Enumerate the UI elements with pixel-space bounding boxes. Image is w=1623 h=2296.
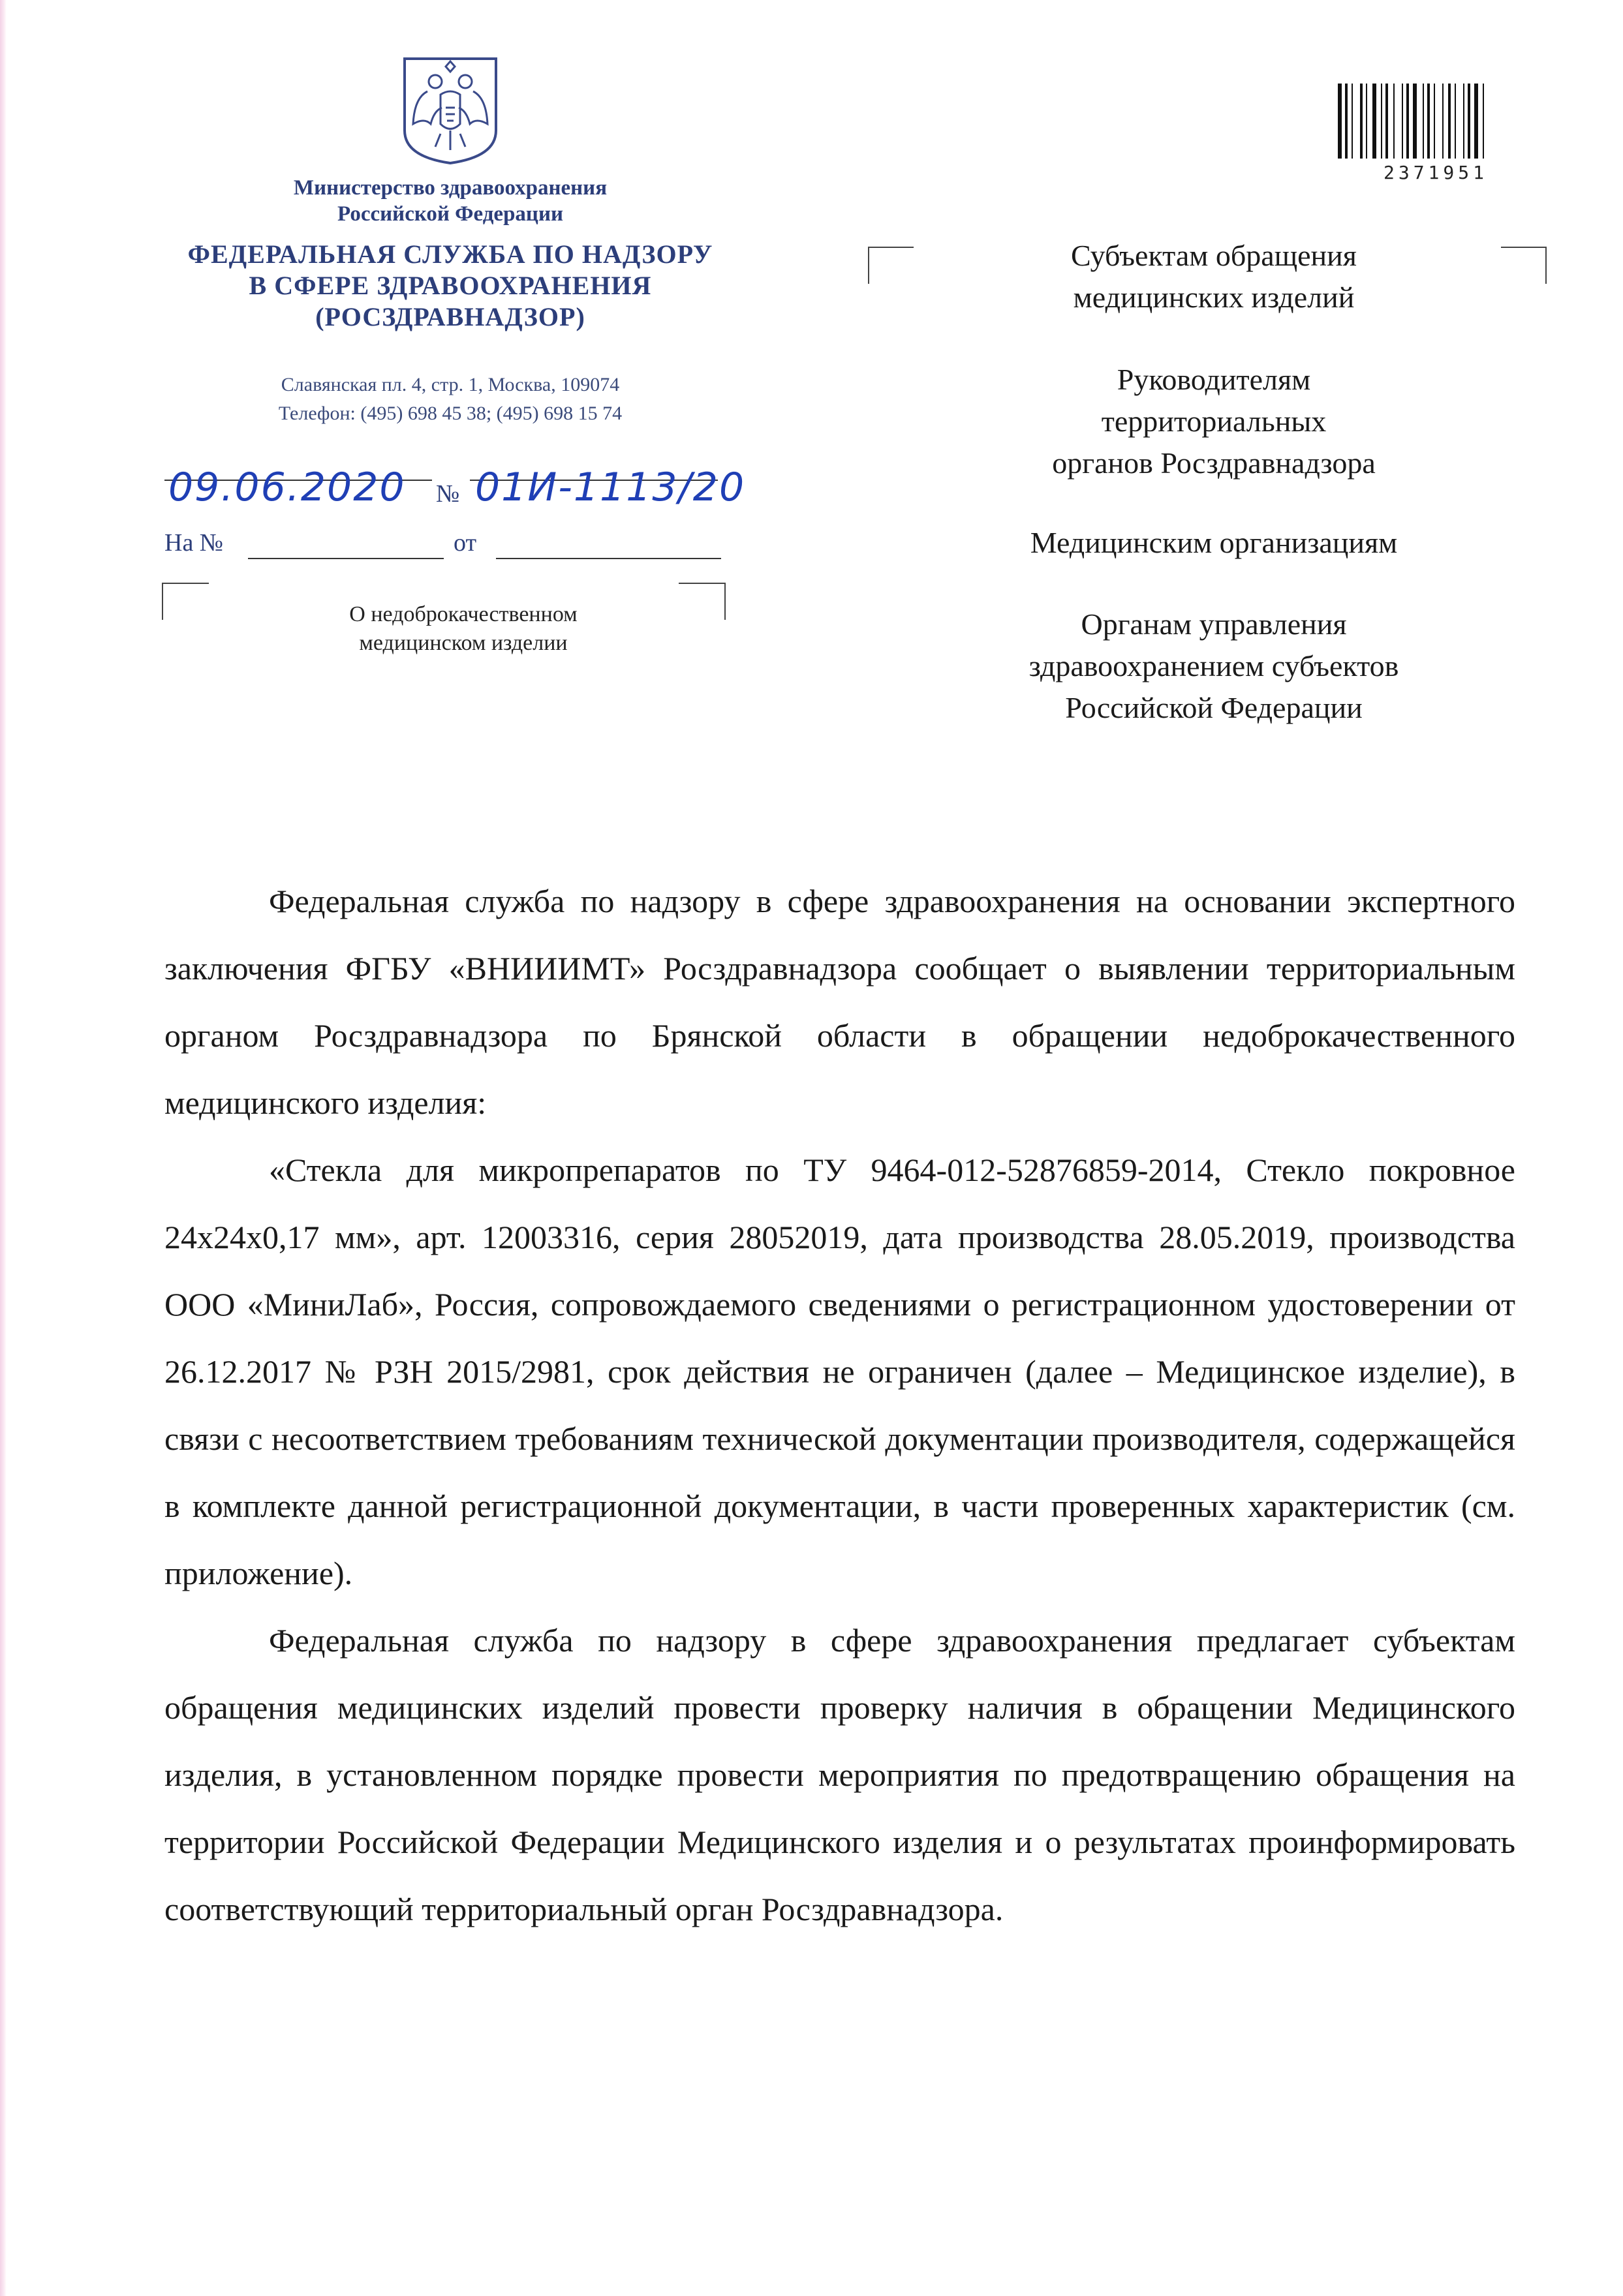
service-name [131, 239, 770, 333]
reply-to-label: На № [164, 529, 224, 557]
recipient-line: здравоохранением субъектов [1028, 649, 1399, 682]
barcode-bar [1406, 84, 1409, 159]
recipient-line: Субъектам обращения [1071, 239, 1357, 272]
recipient-line: Российской Федерации [1065, 691, 1363, 724]
recipient-line: территориальных [1101, 405, 1327, 438]
barcode-bar [1342, 84, 1344, 159]
barcode-bar [1485, 84, 1487, 159]
barcode-bar [1413, 84, 1417, 159]
barcode-bar [1463, 84, 1464, 159]
barcode-bar [1425, 84, 1426, 159]
barcode-bar [1352, 84, 1353, 159]
barcode-bar [1455, 84, 1456, 159]
letter-date: 09.06.2020 [168, 465, 406, 510]
recipient-bracket-left [868, 247, 914, 284]
subject-line-1: О недоброкачественном [349, 602, 578, 626]
barcode-bar [1350, 84, 1351, 159]
ministry-line-2: Российской Федерации [337, 202, 563, 226]
barcode-bar [1457, 84, 1461, 159]
body-paragraph-1: Федеральная служба по надзору в сфере здравоохранения на основании экспертного заключения ФГБУ «ВНИИИМТ» Росздравнадзора сообщает о выявлении территориальным органом Росздравнадзора по Брянской области в обращении недоброкачественного медицинского изделия: [164, 883, 1515, 1121]
contact-block [163, 371, 737, 428]
barcode-bar [1474, 84, 1478, 159]
barcode-number: 2371951 [1383, 162, 1488, 183]
recipient-line: Медицинским организациям [1030, 526, 1398, 559]
barcode-bar [1411, 84, 1412, 159]
recipient-4 [927, 604, 1501, 729]
service-line-3: (РОСЗДРАВНАДЗОР) [315, 302, 585, 331]
body-paragraph-3: Федеральная служба по надзору в сфере здравоохранения предлагает субъектам обращения медицинских изделий провести проверку наличия в обращении Медицинского изделия, в установленном порядке провести мероприятия по предотвращению обращения на территории Российской Федерации Медицинского изделия и о результатах проинформировать соответствующий территориальный орган Росздравнадзора. [164, 1622, 1515, 1927]
recipient-line: Органам управления [1081, 607, 1347, 641]
barcode-bar [1436, 84, 1440, 159]
barcode-bar [1354, 84, 1358, 159]
barcode-bar [1338, 84, 1342, 159]
recipient-3 [927, 522, 1501, 564]
address: Славянская пл. 4, стр. 1, Москва, 109074 [281, 374, 620, 395]
barcode-bar [1381, 84, 1382, 159]
barcode-bar [1418, 84, 1421, 159]
barcode-bar [1448, 84, 1451, 159]
reply-to-field [248, 558, 444, 559]
phone: Телефон: (495) 698 45 38; (495) 698 15 74 [278, 403, 623, 424]
barcode-bar [1468, 84, 1470, 159]
barcode-bar [1404, 84, 1405, 159]
scan-edge [0, 0, 7, 2296]
recipient-line: медицинских изделий [1073, 281, 1355, 314]
barcode-bar [1432, 84, 1433, 159]
recipient-line: Руководителям [1117, 363, 1311, 396]
subject [307, 600, 620, 658]
letter-number: 01И-1113/20 [475, 465, 746, 510]
barcode-bar [1378, 84, 1379, 159]
barcode-bar [1345, 84, 1348, 159]
barcode-bar [1396, 84, 1400, 159]
barcode-bar [1360, 84, 1363, 159]
barcode-bar [1479, 84, 1481, 159]
barcode-bar [1423, 84, 1424, 159]
body-paragraph-2: «Стекла для микропрепаратов по ТУ 9464-012-52876859-2014, Стекло покровное 24х24х0,17 мм», арт. 12003316, серия 28052019, дата производства 28.05.2019, производства ООО «МиниЛаб», Россия, сопровождаемого сведениями о регистрационном удостоверении от 26.12.2017 № РЗН 2015/2981, срок действия не ограничен (далее – Медицинское изделие), в связи с несоответствием требованиям технической документации производителя, содержащейся в комплекте данной регистрационной документации, в части проверенных характеристик (см. приложение). [164, 1152, 1515, 1591]
recipient-line: органов Росздравнадзора [1052, 446, 1376, 480]
service-line-1: ФЕДЕРАЛЬНАЯ СЛУЖБА ПО НАДЗОРУ [187, 239, 713, 269]
barcode-bar [1363, 84, 1365, 159]
from-field [496, 558, 721, 559]
subject-bracket-right [679, 583, 726, 620]
number-sign: № [436, 480, 460, 508]
barcode-bar [1434, 84, 1435, 159]
subject-line-2: медицинском изделии [359, 631, 568, 655]
barcode-bar [1453, 84, 1454, 159]
barcode-bar [1372, 84, 1376, 159]
barcode-bar [1393, 84, 1395, 159]
subject-bracket-left [162, 583, 209, 620]
barcode-bar [1385, 84, 1388, 159]
from-label: от [454, 529, 477, 557]
barcode-bar [1383, 84, 1384, 159]
barcode-bar [1366, 84, 1367, 159]
recipient-1 [927, 235, 1501, 318]
barcode-bar [1444, 84, 1447, 159]
barcode-bar [1442, 84, 1444, 159]
letter-body [164, 868, 1515, 1943]
coat-of-arms-emblem [395, 52, 506, 166]
barcode-bar [1472, 84, 1474, 159]
barcode [1338, 84, 1534, 159]
barcode-bar [1465, 84, 1466, 159]
recipient-bracket-right [1501, 247, 1547, 284]
ministry-line-1: Министерство здравоохранения [293, 176, 608, 200]
barcode-bar [1390, 84, 1393, 159]
barcode-bar [1369, 84, 1372, 159]
barcode-bar [1483, 84, 1484, 159]
ministry-name [196, 175, 705, 227]
barcode-bar [1402, 84, 1403, 159]
service-line-2: В СФЕРЕ ЗДРАВООХРАНЕНИЯ [249, 271, 652, 300]
barcode-bar [1427, 84, 1430, 159]
recipient-2 [927, 359, 1501, 484]
